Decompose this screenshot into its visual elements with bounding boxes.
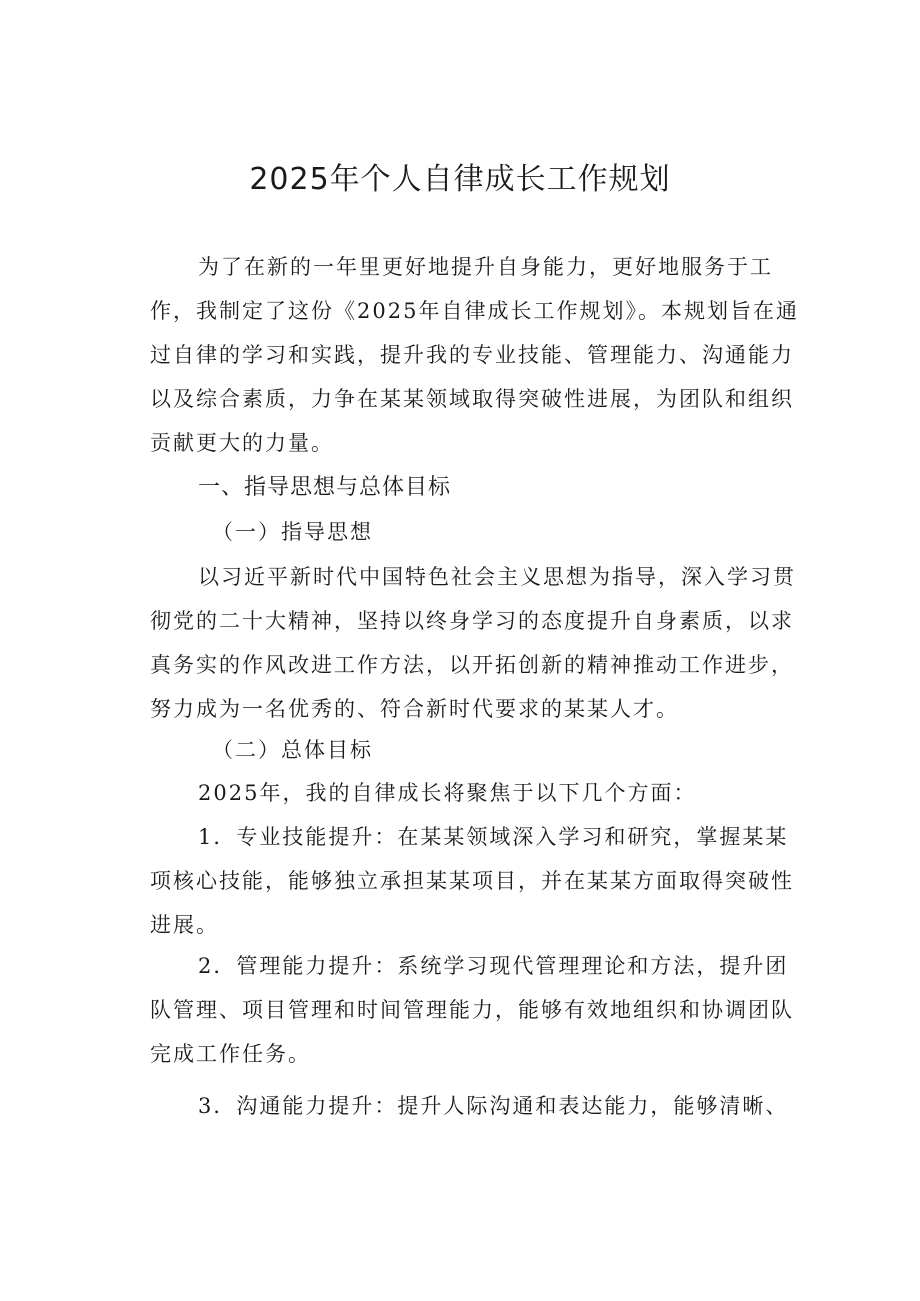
section-heading-1: 一、指导思想与总体目标: [198, 475, 452, 500]
document-title: 2025年个人自律成长工作规划: [249, 162, 671, 197]
subheading-overall-goals: （二）总体目标: [212, 738, 373, 762]
subheading-guiding-thought: （一）指导思想: [212, 520, 373, 544]
goals-lead-paragraph: 2025年，我的自律成长将聚焦于以下几个方面：: [198, 781, 697, 805]
goal-item-2: 2．管理能力提升：系统学习现代管理理论和方法，提升团队管理、项目管理和时间管理能力，能够有效地组织和协调团队完成工作任务。: [150, 954, 794, 1066]
goal-item-1: 1．专业技能提升：在某某领域深入学习和研究，掌握某某项核心技能，能够独立承担某某项目，并在某某方面取得突破性进展。: [150, 825, 794, 937]
guiding-thought-paragraph: 以习近平新时代中国特色社会主义思想为指导，深入学习贯彻党的二十大精神，坚持以终身学习的态度提升自身素质，以求真务实的作风改进工作方法，以开拓创新的精神推动工作进步，努力成为一名优秀的、符合新时代要求的某某人才。: [150, 565, 796, 721]
intro-paragraph: 为了在新的一年里更好地提升自身能力，更好地服务于工作，我制定了这份《2025年自律成长工作规划》。本规划旨在通过自律的学习和实践，提升我的专业技能、管理能力、沟通能力以及综合素质，力争在某某领域取得突破性进展，为团队和组织贡献更大的力量。: [150, 255, 799, 455]
goal-item-3: 3．沟通能力提升：提升人际沟通和表达能力，能够清晰、: [198, 1094, 789, 1118]
